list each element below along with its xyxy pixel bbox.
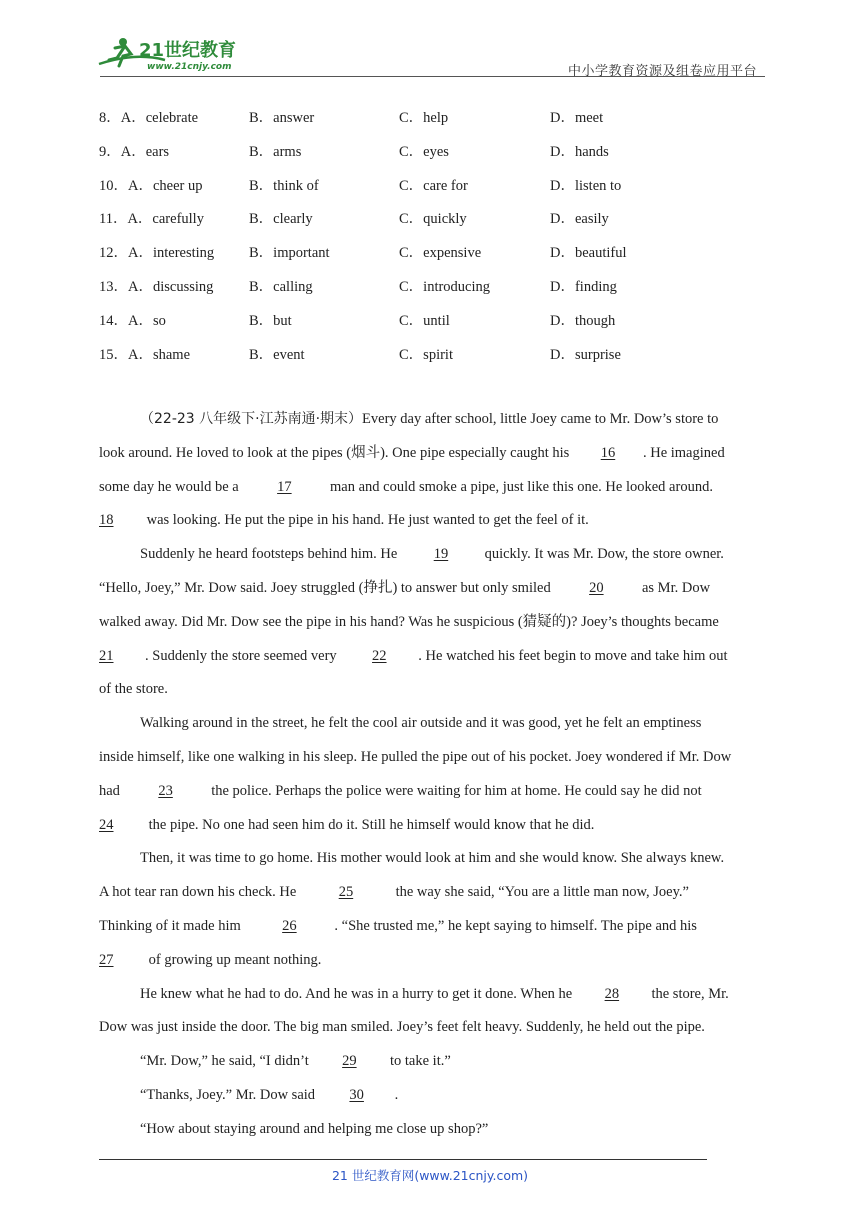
- blank-29: 29: [342, 1053, 357, 1070]
- options-table: [99, 103, 779, 373]
- option-row: 9．A．ears B．arms C．eyes D．hands: [99, 143, 609, 160]
- footer-link[interactable]: 21 世纪教育网(www.21cnjy.com): [331, 1168, 529, 1183]
- blank-26: 26: [282, 917, 297, 934]
- blank-27: 27: [99, 951, 114, 968]
- option-row: 10．A．cheer up B．think of C．care for D．listen to: [99, 177, 622, 194]
- header-divider: [100, 76, 765, 77]
- option-row: 11．A．carefully B．clearly C．quickly D．easily: [99, 211, 609, 228]
- logo-icon: [95, 34, 265, 74]
- passage-line: “Thanks, Joey.” Mr. Dow said 30 .: [99, 1079, 763, 1113]
- passage-line: some day he would be a 17 man and could smoke a pipe, just like this one. He looked around.: [99, 471, 763, 505]
- logo-url: www.21cnjy.com: [147, 62, 232, 72]
- platform-name: 中小学教育资源及组卷应用平台: [567, 64, 757, 79]
- blank-30: 30: [349, 1086, 364, 1103]
- page-header: [95, 30, 765, 78]
- passage-line: A hot tear ran down his check. He 25 the way she said, “You are a little man now, Joey.”: [99, 876, 763, 910]
- passage-line: “Hello, Joey,” Mr. Dow said. Joey struggled (挣扎) to answer but only smiled 20 as Mr. Dow: [99, 572, 763, 606]
- blank-25: 25: [338, 884, 354, 901]
- passage-line: Dow was just inside the door. The big man smiled. Joey’s feet felt heavy. Suddenly, he held out the pipe.: [99, 1019, 705, 1036]
- blank-23: 23: [158, 782, 173, 799]
- source-label: （22-23 八年级下·江苏南通·期末）: [140, 411, 363, 427]
- passage-line: look around. He loved to look at the pipes (烟斗). One pipe especially caught his 16 . He imagined: [99, 437, 763, 471]
- reading-passage: [99, 403, 763, 1147]
- blank-24: 24: [99, 816, 114, 833]
- passage-line: had 23 the police. Perhaps the police were waiting for him at home. He could say he did not: [99, 775, 763, 809]
- passage-line: 24 the pipe. No one had seen him do it. Still he himself would know that he did.: [99, 809, 763, 843]
- option-row: 8．A．celebrate B．answer C．help D．meet: [99, 110, 604, 126]
- option-row: 15．A．shame B．event C．spirit D．surprise: [99, 346, 621, 363]
- blank-19: 19: [433, 546, 449, 563]
- passage-line: “How about staying around and helping me close up shop?”: [140, 1120, 489, 1137]
- blank-16: 16: [600, 444, 616, 461]
- blank-22: 22: [372, 647, 387, 664]
- passage-line: Walking around in the street, he felt the cool air outside and it was good, yet he felt an emptiness: [140, 715, 702, 732]
- passage-line: 27 of growing up meant nothing.: [99, 944, 763, 978]
- passage-line: 21 . Suddenly the store seemed very 22 . He watched his feet begin to move and take him out: [99, 640, 763, 674]
- passage-line: walked away. Did Mr. Dow see the pipe in his hand? Was he suspicious (猜疑的)? Joey’s thoughts became: [99, 613, 719, 630]
- blank-28: 28: [604, 985, 620, 1002]
- passage-line: inside himself, like one walking in his sleep. He pulled the pipe out of his pocket. Joey wondered if Mr. Dow: [99, 748, 732, 765]
- passage-line: Suddenly he heard footsteps behind him. He 19 quickly. It was Mr. Dow, the store owner.: [99, 538, 763, 572]
- footer-divider: [99, 1159, 707, 1160]
- option-row: 13．A．discussing B．calling C．introducing D．finding: [99, 278, 617, 295]
- blank-17: 17: [277, 478, 292, 495]
- passage-line: （22-23 八年级下·江苏南通·期末）Every day after school, little Joey came to Mr. Dow’s store to: [140, 411, 719, 427]
- passage-line: of the store.: [99, 681, 168, 698]
- passage-line: Then, it was time to go home. His mother would look at him and she would know. She always knew.: [140, 850, 725, 867]
- option-row: 12．A．interesting B．important C．expensive D．beautiful: [99, 245, 627, 262]
- passage-line: “Mr. Dow,” he said, “I didn’t 29 to take it.”: [99, 1045, 763, 1079]
- passage-line: 18 was looking. He put the pipe in his hand. He just wanted to get the feel of it.: [99, 504, 763, 538]
- blank-20: 20: [589, 579, 604, 596]
- blank-18: 18: [99, 512, 114, 529]
- logo-title: 21世纪教育: [139, 40, 237, 61]
- option-row: 14．A．so B．but C．until D．though: [99, 312, 616, 329]
- blank-21: 21: [99, 647, 114, 664]
- passage-line: He knew what he had to do. And he was in a hurry to get it done. When he 28 the store, Mr.: [99, 978, 763, 1012]
- passage-line: Thinking of it made him 26 . “She trusted me,” he kept saying to himself. The pipe and his: [99, 910, 763, 944]
